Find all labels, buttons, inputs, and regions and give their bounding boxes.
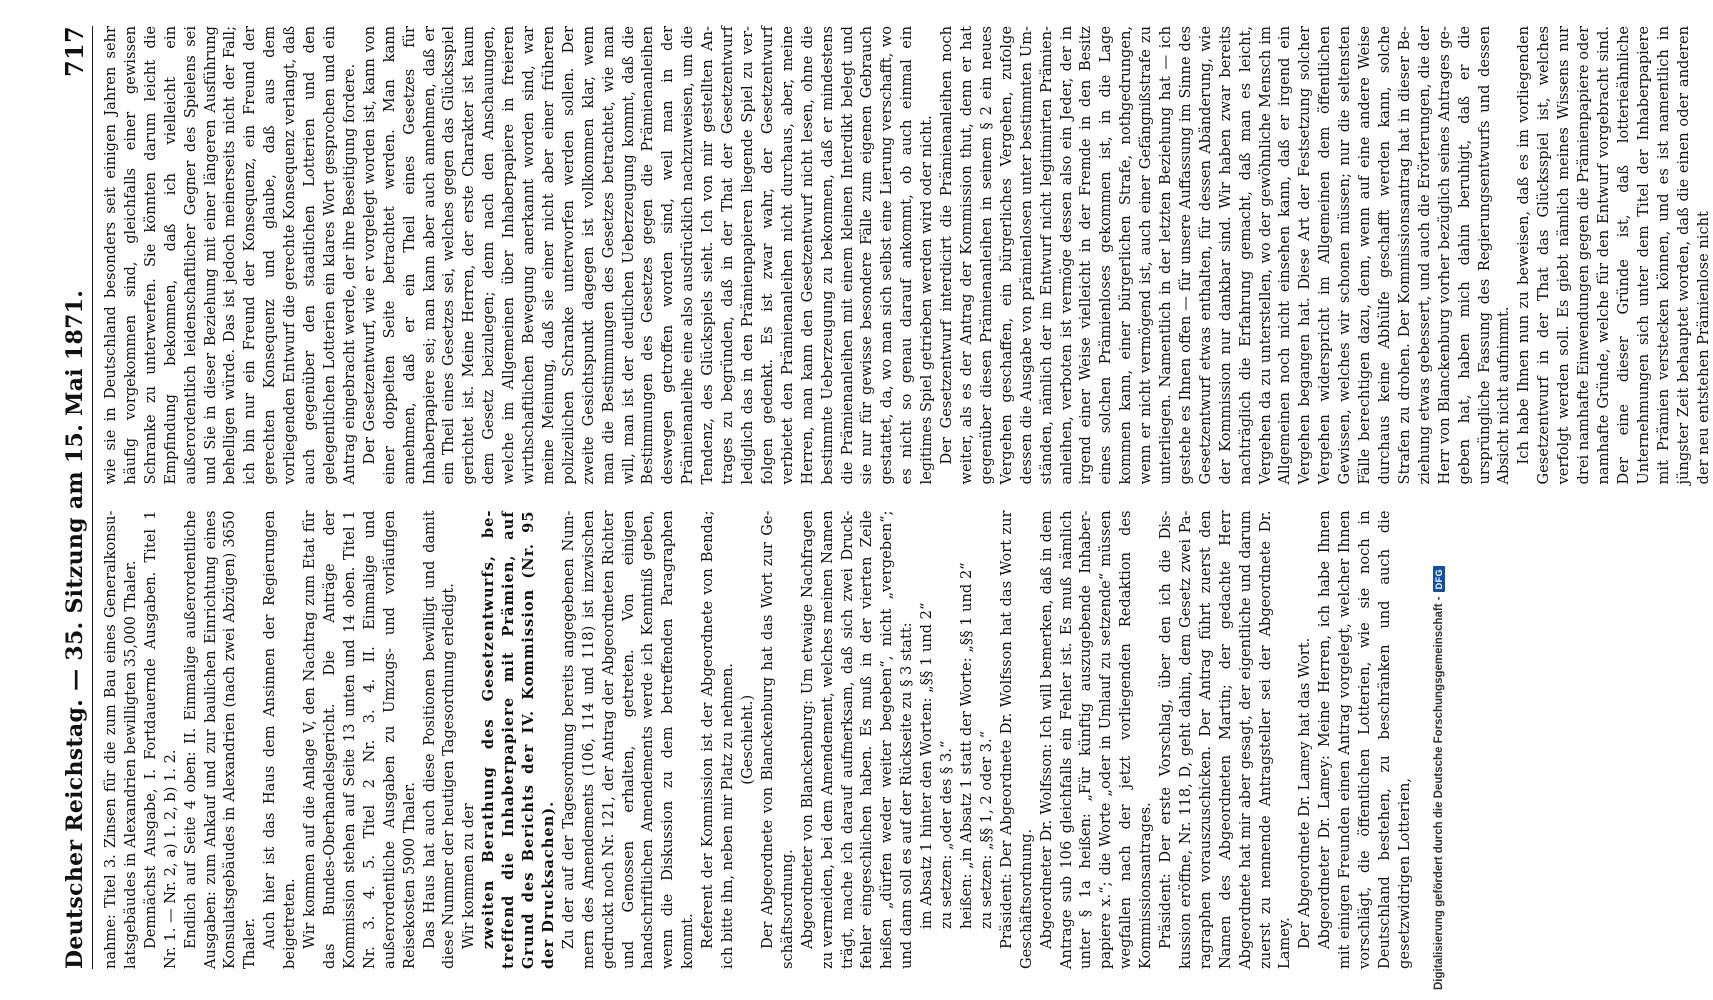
paragraph: Der Gesetzentwurf interdicirt die Prämienanleihen noch weiter, als es der Antrag der Kommission thut, denn er hat gegenüber diesen Prämienanleihen in seinem § 2 ein neues Vergehen geschaffen, ein bürgerliches Vergehen, zufolge dessen die Ausgabe von prämienlosen unter bestimmten Umständen, nämlich der im Entwurf nicht legitimirten Prämienanleihen, verboten ist vermöge dessen also ein Jeder, der in irgend einer Weise vielleicht in der Fremde in den Besitz eines solchen Prämienloses gekommen ist, in die Lage kommen kann, einer bürgerlichen Strafe, nothgedrungen, wenn er nicht vermögend ist, auch einer Gefängnißstrafe zu unterliegen. Namentlich in der letzten Beziehung hat — ich gestehe es Ihnen offen — für unsere Auffassung im Sinne des Gesetzentwurf etwas enthalten, für dessen Abänderung, wie der Kommission nur dankbar sind. Wir haben zwar bereits nachträglich die Erfahrung gemacht, daß man es leicht, Vergehen da zu unterstellen, wo der gewöhnliche Mensch im Allgemeinen noch nicht einsehen kann, daß er irgend ein Vergehen begangen hat. Diese Art der Festsetzung solcher Vergehen widerspricht im Allgemeinen dem öffentlichen Gewissen, welches wir schonen müssen; nur die seltensten Fälle berechtigen dazu, denn, wenn auf eine andere Weise durchaus keine Abhülfe geschafft werden kann, solche Strafen zu drohen. Der Kommissionsantrag hat in dieser Beziehung etwas gebessert, und auch die Erörterungen, die der Herr von Blanckenburg vorher bezüglich seines Antrages gegeben hat, haben mich dahin beruhigt, daß er die ursprüngliche Fassung des Regierungsentwurfs und dessen Absicht nicht aufnimmt.: [938, 26, 1513, 485]
paragraph: Der Gesetzentwurf, wie er vorgelegt worden ist, kann von einer doppelten Seite betrachtet werden. Man kann annehmen, daß er ein Theil eines Gesetzes für Inhaberpapiere sei; man kann aber auch annehmen, daß er ein Theil eines Gesetzes sei, welches gegen das Glücksspiel gerichtet ist. Meine Herren, der erste Charakter ist kaum dem Gesetz beizulegen; denn nach den Anschauungen, welche im Allgemeinen über Inhaberpapiere in freieren wirthschaftlichen Bewegung anerkannt worden sind, war meine Meinung, daß sie einer nicht aber einer früheren polizeilichen Schranke unterworfen werden sollen. Der zweite Gesichtspunkt dagegen ist vollkommen klar, wenn man die Bestimmungen des Gesetzes betrachtet, wie man will, man ist der deutlichen Ueberzeugung kommt, daß die Bestimmungen des Gesetzes gegen die Prämienanleihen deswegen getroffen worden sind, weil man in der Prämienanleihe eine also ausdrücklich nachzuweisen, um die Tendenz, des Glückspiels sieht. Ich von mir gestellten Antrages zu begründen, daß in der That der Gesetzentwurf lediglich das in den Prämienpapieren liegende Spiel zu verfolgen gedenkt. Es ist zwar wahr, der Gesetzentwurf verbietet den Prämienanleihen nicht durchaus, aber, meine Herren, man kann den Gesetzentwurf nicht lesen, ohne die bestimmte Ueberzeugung zu bekommen, daß er mindestens die Prämienanleihen mit einem kleinen Interdikt belegt und sie nur für gewisse besondere Fälle zum eigenen Gebrauch gestattet, da, wo man sich selbst eine Lierung verschafft, wo es nicht so genau darauf ankommt, ob auch einmal ein legitimes Spiel getrieben werden wird oder nicht.: [360, 26, 936, 485]
paragraph: Auch hier ist das Haus dem Ansinnen der Regierungen beigetreten.: [261, 510, 299, 969]
column-right: [101, 26, 1712, 485]
dfg-funding-note: [1433, 566, 1445, 990]
speech: Abgeordneter von Blanckenburg: Um etwaige Nachfragen zu vermeiden, bei dem Amendement, welches meinen Namen trägt, mache ich darauf aufmerksam, daß sich zwei Druckfehler eingeschlichen haben. Es muß in der vierten Zeile heißen „dürfen weder weiter begeben“, nicht „vergeben“; und dann soll es auf der Rückseite zu § 3 statt:: [798, 510, 916, 969]
quote-line: zu setzen: „oder des § 3.“: [938, 740, 956, 929]
quote-line: zu setzen: „§§ 1, 2 oder 3.“: [977, 730, 995, 929]
paragraph: nahme: Titel 3. Zinsen für die zum Bau eines Generalkonsulatsgebäudes in Alexandrien bewilligten 35,000 Thaler.: [102, 510, 139, 969]
paragraph: Referent der Kommission ist der Abgeordnete von Benda; ich bitte ihn, neben mir Platz zu nehmen.: [699, 510, 737, 969]
page-header: [58, 26, 93, 969]
quote-line: heißen: „in Absatz 1 statt der Worte: „§§ 1 und 2“: [957, 562, 975, 929]
paragraph: Ich habe Ihnen nun zu beweisen, daß es im vorliegenden Gesetzentwurf in der That das Glücksspiel ist, welches verfolgt werden soll. Es giebt nämlich meines Wissens nur drei namhafte Einwendungen gegen die Prämienpapiere oder namhafte Gründe, welche für den Entwurf vorgebracht sind. Der eine dieser Gründe ist, daß lotterieähnliche Unternehmungen sich unter dem Titel der Inhaberpapiere mit Prämien verstecken können, und es ist namentlich in jüngster Zeit behauptet worden, daß die einen oder anderen der neu entstehen Prämienlose nicht: [1515, 26, 1712, 485]
paragraph: Wir kommen auf die Anlage V, den Nachtrag zum Etat für das Bundes-Oberhandelsgericht. Die Anträge der Kommission stehen auf Seite 13 unten und 14 oben. Titel 1 Nr. 3. 4. 5. Titel 2 Nr. 3. 4. II. Einmalige und außerordentliche Ausgaben zu Umzugs- und vorläufigen Reisekosten 5900 Thaler.: [301, 510, 418, 969]
quote-line: im Absatz 1 hinter den Worten: „§§ 1 und 2“: [918, 602, 936, 929]
stage-note: (Geschieht.): [739, 694, 756, 785]
running-title: Deutscher Reichstag. — 35. Sitzung am 15. Mai 1871.: [62, 289, 88, 969]
paragraph: Das Haus hat auch diese Positionen bewilligt und damit diese Nummer der heutigen Tagesordnung erledigt.: [420, 510, 458, 969]
speech: Präsident: Der erste Vorschlag, über den ich die Diskussion eröffne, Nr. 118, D, geht dahin, dem Gesetz zwei Paragraphen vorauszuschicken. Der Antrag führt zuerst den Namen des Abgeordneten Martin; der gedachte Herr Abgeordnete hat mir aber gesagt, der eigentliche und darum zuerst zu nennende Antragsteller sei der Abgeordnete Dr. Lamey.: [1157, 510, 1294, 969]
column-left: [101, 510, 1413, 970]
dfg-logo: DFG: [1433, 566, 1445, 593]
paragraph: Zu der auf der Tagesordnung bereits angegebenen Nummern des Amendements (106, 114 und 118) ist inzwischen gedruckt noch Nr. 121, der Antrag der Abgeordneten Richter und Genossen erhalten, getreten. Von einigen handschriftlichen Amendements werde ich Kenntniß geben, wenn die Diskussion zu dem betreffenden Paragraphen kommt.: [559, 510, 697, 969]
paragraph: Endlich auf Seite 4 oben: II. Einmalige außerordentliche Ausgaben: zum Ankauf und zur baulichen Einrichtung eines Konsulatsgebäudes in Alexandrien (nach zwei Abzügen) 3650 Thaler.: [181, 510, 259, 969]
speech: Präsident: Der Abgeordnete Dr. Wolfsson hat das Wort zur Geschäftsordnung.: [997, 510, 1035, 969]
speech: Abgeordneter Dr. Wolfsson: Ich will bemerken, daß in dem Antrage sub 106 gleichfalls ein Fehler ist. Es muß nämlich unter § 1a heißen: „Für künftig auszugebende Inhaberpapiere x.“; die Worte „oder in Umlauf zu setzende“ müssen wegfallen nach der jetzt vorliegenden Redaktion des Kommissionsantrages.: [1037, 510, 1155, 969]
paragraph: Demnächst Ausgabe, I. Fortdauernde Ausgaben. Titel 1 Nr. 1. — Nr. 2, a) 1. 2, b) 1. 2.: [141, 510, 179, 969]
paragraph: Der Abgeordnete von Blanckenburg hat das Wort zur Geschäftsordnung.: [758, 510, 796, 969]
paragraph: wie sie in Deutschland besonders seit einigen Jahren sehr häufig vorgekommen sind, gleichfalls einer gewissen Schranke zu unterwerfen. Sie könnten darum leicht die Empfindung bekommen, daß ich vielleicht ein außerordentlich leidenschaftlicher Gegner des Spielens sei und Sie in dieser Beziehung mit einer längeren Ausführung behelligen würde. Das ist jedoch meinerseits nicht der Fall; ich bin nur ein Freund der Konsequenz, ein Freund der gerechten Konsequenz und glaube, daß aus dem vorliegenden Entwurf die gerechte Konsequenz verlangt, daß auch gegenüber den staatlichen Lotterien und den gelegentlichen Lotterien ein klares Wort gesprochen und ein Antrag eingebracht werde, der ihre Beseitigung fordere.: [102, 26, 358, 485]
dfg-note-text: Digitalisierung gefördert durch die Deutsche Forschungsgemeinschaft -: [1433, 596, 1445, 990]
paragraph: Der Abgeordnete Dr. Lamey hat das Wort.: [1296, 637, 1314, 949]
paragraph: Wir kommen zu der: [460, 803, 478, 949]
page-number: 717: [60, 26, 89, 77]
section-heading: zweiten Berathung des Gesetzentwurfs, betreffend die Inhaberpapiere mit Prämien, auf Grund des Berichts der IV. Kommission (Nr. 95 der Drucksachen).: [480, 510, 557, 969]
speech: Abgeordneter Dr. Lamey: Meine Herren, ich habe Ihnen mit einigen Freunden einen Antrag vorgelegt, welcher Ihnen vorschlägt, die öffentlichen Lotterien, wie sie noch in Deutschland bestehen, zu beschränken und auch die gesetzwidrigen Lotterien,: [1316, 510, 1413, 969]
